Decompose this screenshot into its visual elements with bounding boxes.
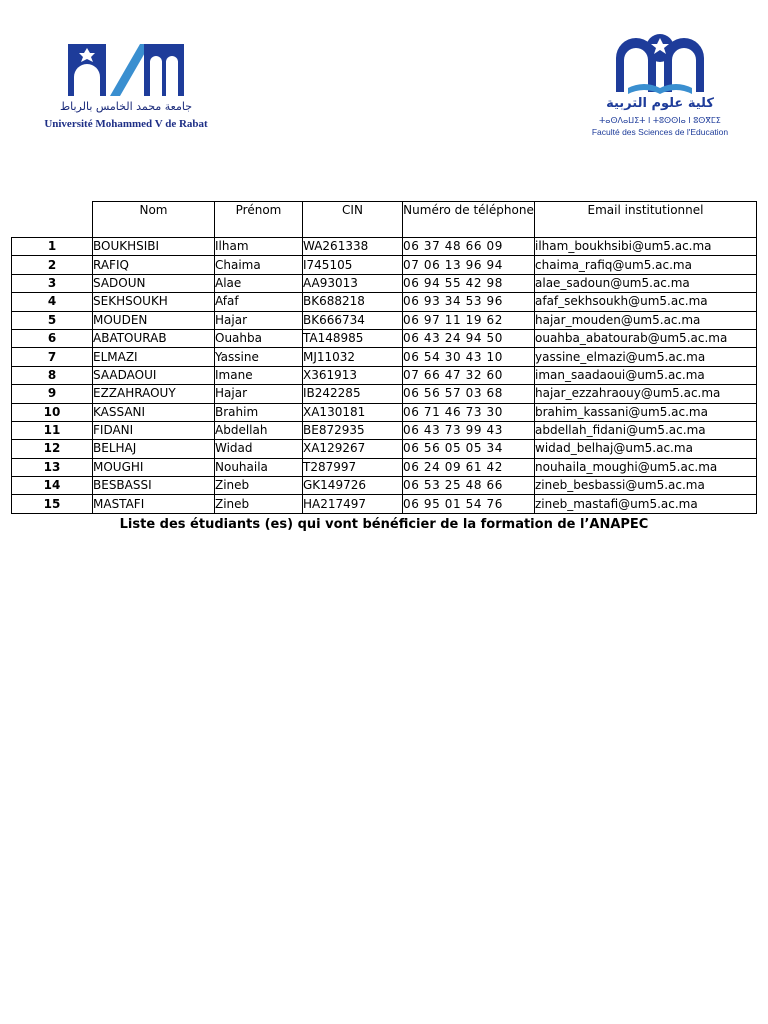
student-prenom: Alae [215,274,303,292]
student-cin: AA93013 [303,274,403,292]
student-email: zineb_besbassi@um5.ac.ma [535,477,757,495]
student-prenom: Yassine [215,348,303,366]
student-prenom: Zineb [215,477,303,495]
student-nom: BOUKHSIBI [93,238,215,256]
student-prenom: Ouahba [215,329,303,347]
student-telephone: 06 43 24 94 50 [403,329,535,347]
student-email: abdellah_fidani@um5.ac.ma [535,421,757,439]
header-nom: Nom [93,202,215,238]
faculty-tifinagh-name: ⵜⴰⵙⴷⴰⵡⵉⵜ ⵏ ⵜⵓⵙⵙⵏⴰ ⵏ ⵓⵙⴳⵎⵉ [599,116,721,125]
row-number: 14 [12,477,93,495]
table-row [12,348,757,366]
row-number: 4 [12,293,93,311]
row-number: 11 [12,421,93,439]
student-cin: I745105 [303,256,403,274]
university-name: Université Mohammed V de Rabat [44,118,208,130]
student-cin: T287997 [303,458,403,476]
student-telephone: 06 53 25 48 66 [403,477,535,495]
student-prenom: Brahim [215,403,303,421]
row-number: 13 [12,458,93,476]
student-telephone: 06 71 46 73 30 [403,403,535,421]
university-emblem-icon [66,42,186,98]
student-telephone: 06 97 11 19 62 [403,311,535,329]
row-number: 6 [12,329,93,347]
student-prenom: Imane [215,366,303,384]
student-telephone: 07 66 47 32 60 [403,366,535,384]
student-telephone: 06 56 05 05 34 [403,440,535,458]
table-row [12,366,757,384]
student-cin: BK666734 [303,311,403,329]
student-prenom: Hajar [215,311,303,329]
student-nom: BELHAJ [93,440,215,458]
table-row [12,403,757,421]
header-blank-cell [12,202,93,238]
student-cin: HA217497 [303,495,403,513]
student-prenom: Nouhaila [215,458,303,476]
faculty-name: Faculté des Sciences de l'Education [591,127,729,137]
student-email: ilham_boukhsibi@um5.ac.ma [535,238,757,256]
row-number: 10 [12,403,93,421]
student-email: alae_sadoun@um5.ac.ma [535,274,757,292]
table-row [12,293,757,311]
student-nom: SEKHSOUKH [93,293,215,311]
student-telephone: 06 54 30 43 10 [403,348,535,366]
table-row [12,477,757,495]
row-number: 9 [12,385,93,403]
faculty-emblem-icon [608,30,712,96]
student-nom: FIDANI [93,421,215,439]
student-email: brahim_kassani@um5.ac.ma [535,403,757,421]
student-nom: RAFIQ [93,256,215,274]
student-telephone: 06 56 57 03 68 [403,385,535,403]
student-cin: XA129267 [303,440,403,458]
student-nom: MASTAFI [93,495,215,513]
table-row [12,256,757,274]
student-email: yassine_elmazi@um5.ac.ma [535,348,757,366]
row-number: 2 [12,256,93,274]
student-email: hajar_ezzahraouy@um5.ac.ma [535,385,757,403]
student-nom: BESBASSI [93,477,215,495]
student-cin: MJ11032 [303,348,403,366]
table-row [12,495,757,513]
student-cin: WA261338 [303,238,403,256]
row-number: 7 [12,348,93,366]
header-telephone: Numéro de téléphone [403,202,535,238]
row-number: 1 [12,238,93,256]
student-nom: MOUGHI [93,458,215,476]
row-number: 3 [12,274,93,292]
list-caption: Liste des étudiants (es) qui vont bénéficier de la formation de l’ANAPEC [119,517,649,532]
student-prenom: Chaima [215,256,303,274]
table-row [12,421,757,439]
row-number: 12 [12,440,93,458]
student-telephone: 06 24 09 61 42 [403,458,535,476]
student-email: hajar_mouden@um5.ac.ma [535,311,757,329]
faculty-arabic-name: كلية علوم التربية [606,96,714,111]
student-cin: IB242285 [303,385,403,403]
row-number: 8 [12,366,93,384]
table-row [12,274,757,292]
student-prenom: Widad [215,440,303,458]
student-prenom: Zineb [215,495,303,513]
faculty-logo [572,30,748,142]
student-email: chaima_rafiq@um5.ac.ma [535,256,757,274]
student-cin: GK149726 [303,477,403,495]
row-number: 5 [12,311,93,329]
student-nom: ELMAZI [93,348,215,366]
student-cin: BK688218 [303,293,403,311]
student-cin: TA148985 [303,329,403,347]
table-row [12,238,757,256]
student-telephone: 06 95 01 54 76 [403,495,535,513]
table-row [12,440,757,458]
student-prenom: Abdellah [215,421,303,439]
header-email: Email institutionnel [535,202,757,238]
student-telephone: 06 37 48 66 09 [403,238,535,256]
table-row [12,329,757,347]
student-cin: BE872935 [303,421,403,439]
student-nom: KASSANI [93,403,215,421]
header-prenom: Prénom [215,202,303,238]
university-arabic-name: جامعة محمد الخامس بالرباط [59,100,193,113]
row-number: 15 [12,495,93,513]
students-table [11,201,757,514]
student-cin: XA130181 [303,403,403,421]
student-telephone: 06 93 34 53 96 [403,293,535,311]
student-email: widad_belhaj@um5.ac.ma [535,440,757,458]
table-row [12,458,757,476]
student-nom: EZZAHRAOUY [93,385,215,403]
student-prenom: Hajar [215,385,303,403]
table-row [12,385,757,403]
student-nom: SADOUN [93,274,215,292]
header-cin: CIN [303,202,403,238]
student-telephone: 07 06 13 96 94 [403,256,535,274]
student-telephone: 06 94 55 42 98 [403,274,535,292]
student-email: ouahba_abatourab@um5.ac.ma [535,329,757,347]
student-nom: MOUDEN [93,311,215,329]
student-telephone: 06 43 73 99 43 [403,421,535,439]
student-prenom: Ilham [215,238,303,256]
student-nom: SAADAOUI [93,366,215,384]
university-logo [36,42,216,134]
student-email: afaf_sekhsoukh@um5.ac.ma [535,293,757,311]
table-header-row [12,202,757,238]
student-email: nouhaila_moughi@um5.ac.ma [535,458,757,476]
table-row [12,311,757,329]
student-email: iman_saadaoui@um5.ac.ma [535,366,757,384]
student-prenom: Afaf [215,293,303,311]
student-cin: X361913 [303,366,403,384]
student-email: zineb_mastafi@um5.ac.ma [535,495,757,513]
student-nom: ABATOURAB [93,329,215,347]
